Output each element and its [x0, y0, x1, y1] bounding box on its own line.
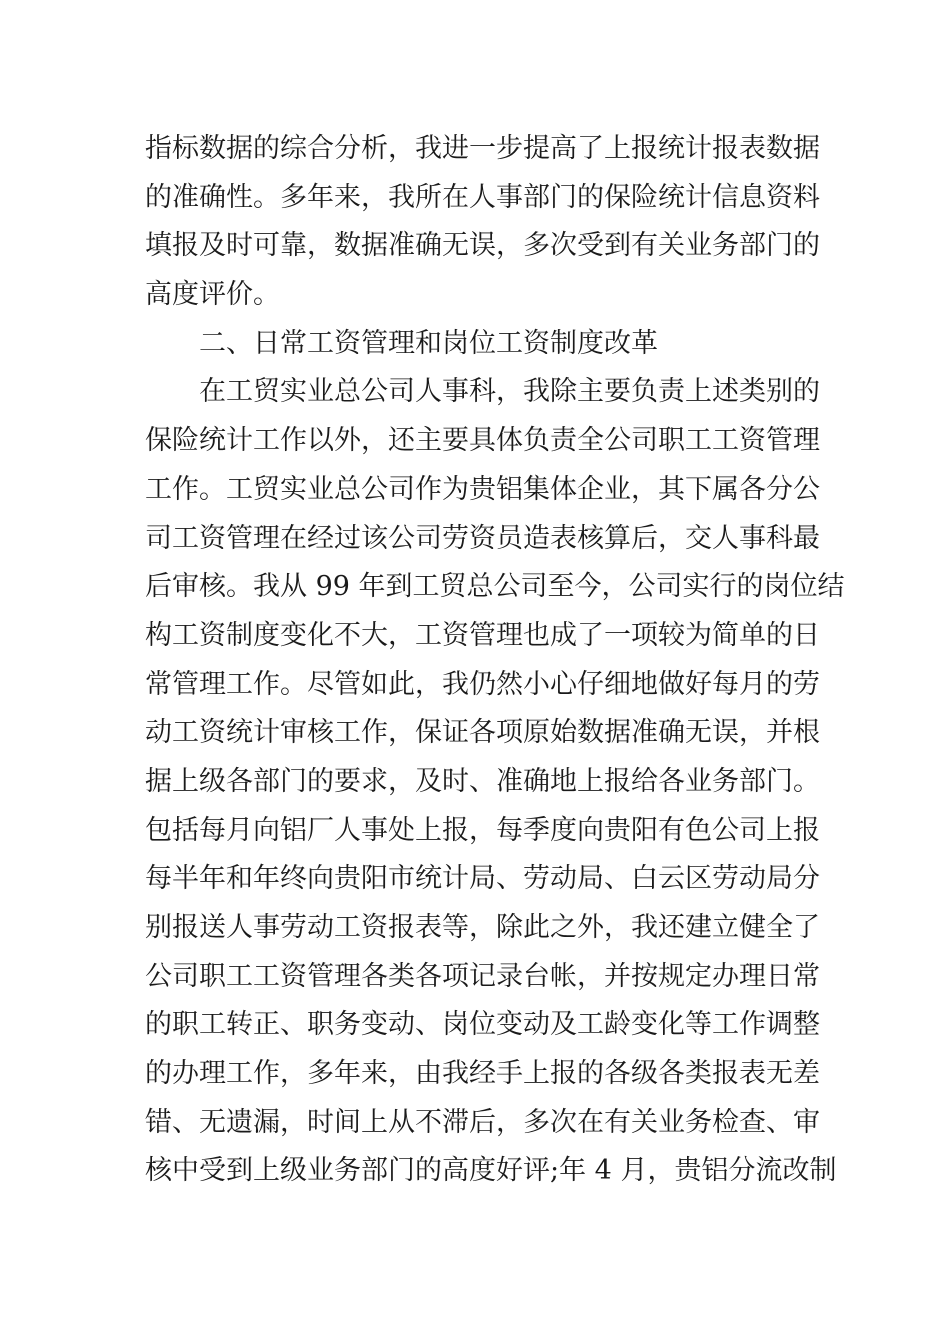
text-line-8: 工作。工贸实业总公司作为贵铝集体企业，其下属各分公: [145, 473, 820, 505]
section-heading: 二、日常工资管理和岗位工资制度改革: [199, 327, 658, 359]
text-line-10: 后审核。我从 99 年到工贸总公司至今，公司实行的岗位结: [145, 571, 845, 603]
text-line-11: 构工资制度变化不大，工资管理也成了一项较为简单的日: [145, 619, 820, 651]
text-line-21: 错、无遗漏，时间上从不滞后，多次在有关业务检查、审: [145, 1106, 820, 1138]
text-line-1: 指标数据的综合分析，我进一步提高了上报统计报表数据: [145, 133, 820, 164]
text-line-7: 保险统计工作以外，还主要具体负责全公司职工工资管理: [145, 425, 820, 457]
text-line-2: 的准确性。多年来，我所在人事部门的保险统计信息资料: [145, 181, 820, 213]
text-line-22: 核中受到上级业务部门的高度好评;年 4 月，贵铝分流改制: [145, 1155, 837, 1187]
text-line-12: 常管理工作。尽管如此，我仍然小心仔细地做好每月的劳: [145, 668, 820, 700]
text-line-9: 司工资管理在经过该公司劳资员造表核算后，交人事科最: [145, 522, 820, 554]
text-line-20: 的办理工作，多年来，由我经手上报的各级各类报表无差: [145, 1058, 820, 1090]
text-line-18: 公司职工工资管理各类各项记录台帐，并按规定办理日常: [145, 960, 820, 992]
text-line-15: 包括每月向铝厂人事处上报，每季度向贵阳有色公司上报: [145, 814, 820, 846]
text-line-14: 据上级各部门的要求，及时、准确地上报给各业务部门。: [145, 765, 820, 797]
text-line-3: 填报及时可靠，数据准确无误，多次受到有关业务部门的: [145, 230, 820, 262]
text-line-4: 高度评价。: [145, 279, 280, 311]
document-body: [145, 125, 845, 1196]
text-line-17: 别报送人事劳动工资报表等，除此之外，我还建立健全了: [145, 912, 820, 943]
text-line-19: 的职工转正、职务变动、岗位变动及工龄变化等工作调整: [145, 1009, 820, 1041]
text-line-13: 动工资统计审核工作，保证各项原始数据准确无误，并根: [145, 717, 820, 749]
text-line-16: 每半年和年终向贵阳市统计局、劳动局、白云区劳动局分: [145, 863, 820, 895]
text-line-6: 在工贸实业总公司人事科，我除主要负责上述类别的: [199, 376, 820, 408]
